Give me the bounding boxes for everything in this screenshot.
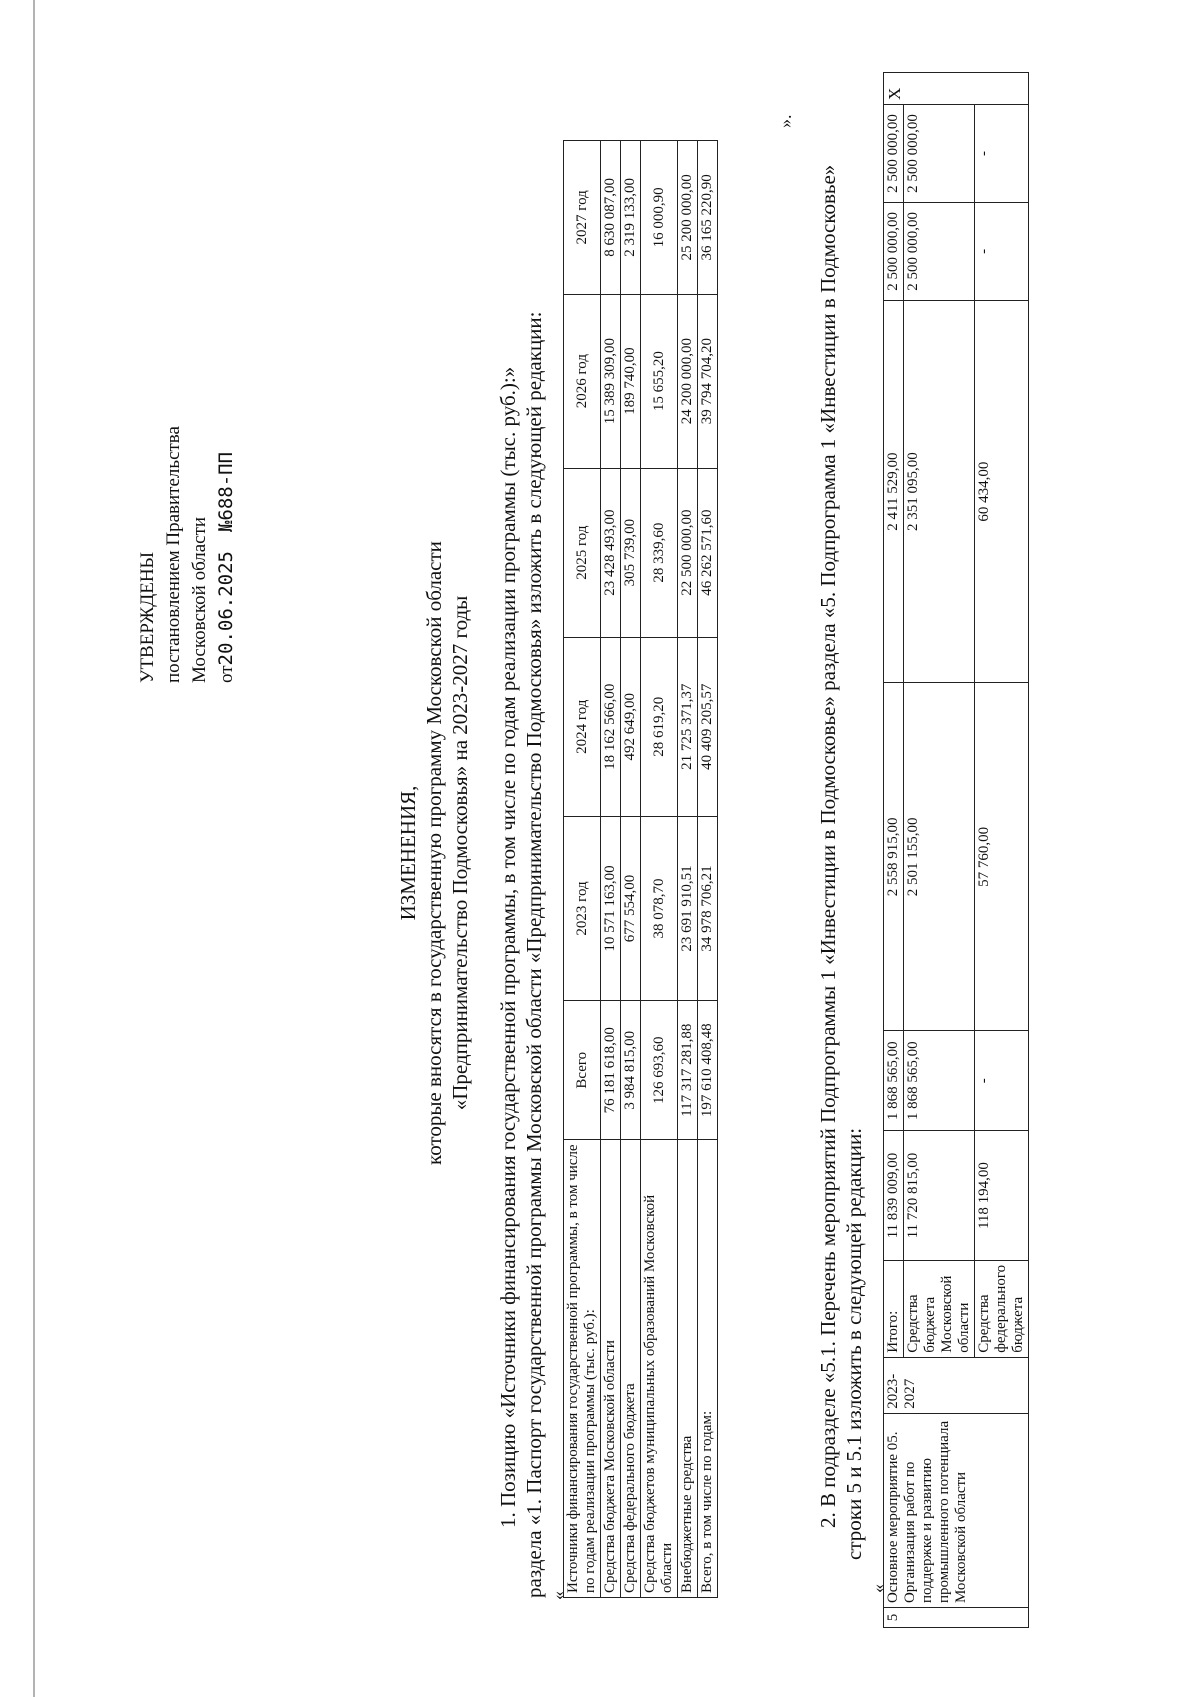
section2-line1: 2. В подразделе «5.1. Перечень мероприятий Подпрограммы 1 «Инвестиции в Подмосковье» раздела «5. Подпрограмма 1 «Инвестиции в Подмосковье» — [816, 164, 840, 1528]
table-cell: 15 655,20 — [641, 294, 678, 468]
section2-text — [815, 98, 867, 1598]
table-cell: 189 740,00 — [621, 294, 641, 468]
table-row — [884, 73, 904, 1628]
date-prefix: от — [216, 665, 237, 683]
activity-period: 2023-2027 — [884, 1357, 1029, 1413]
header-cell: Всего — [564, 1001, 601, 1140]
table-cell: 23 691 910,51 — [678, 816, 698, 1000]
table-cell: 34 978 706,21 — [698, 816, 718, 1000]
table-cell: 15 389 309,00 — [601, 294, 621, 468]
table-cell: 10 571 163,00 — [601, 816, 621, 1000]
table-cell: 1 868 565,00 — [904, 1031, 975, 1131]
table-header-row — [564, 141, 601, 1598]
table-row — [698, 141, 718, 1598]
table-cell: 11 839 009,00 — [884, 1131, 904, 1261]
section2-line2: строки 5 и 5.1 изложить в следующей редакции: — [842, 1127, 866, 1560]
table-cell: 11 720 815,00 — [904, 1131, 975, 1261]
approval-line3: Московской области — [189, 516, 210, 683]
row-label: Средства бюджета Московской области — [601, 1140, 621, 1598]
document-title — [395, 278, 473, 1428]
section2-open-quote: « — [868, 1584, 888, 1593]
title-line1: ИЗМЕНЕНИЯ, — [396, 785, 420, 921]
header-cell: 2027 год — [564, 141, 601, 295]
table-cell: 118 194,00 — [975, 1131, 1029, 1261]
table-cell: 2 411 529,00 — [884, 300, 904, 683]
table-cell: 2 500 000,00 — [884, 105, 904, 203]
table-cell: 2 500 000,00 — [884, 202, 904, 300]
header-cell: 2024 год — [564, 637, 601, 816]
financing-table — [563, 140, 718, 1598]
header-cell: Источники финансирования государственной программы, в том числе по годам реализации программы (тыс. руб.): — [564, 1140, 601, 1598]
table-cell: 2 558 915,00 — [884, 683, 904, 1031]
approval-line2: постановлением Правительства — [163, 426, 184, 683]
approval-line1: УТВЕРЖДЕНЫ — [137, 551, 158, 683]
table-cell: 18 162 566,00 — [601, 637, 621, 816]
approval-number: №688-ПП — [215, 451, 237, 533]
source-name: Средства федерального бюджета — [975, 1260, 1029, 1357]
source-name: Средства бюджета Московской области — [904, 1260, 975, 1357]
section1-open-quote: « — [548, 1591, 568, 1600]
row-label: Всего, в том числе по годам: — [698, 1140, 718, 1598]
table-cell: 2 500 000,00 — [904, 202, 975, 300]
table-cell: 38 078,70 — [641, 816, 678, 1000]
title-line2: которые вносятся в государственную программу Московской области — [422, 541, 446, 1165]
header-cell: 2026 год — [564, 294, 601, 468]
table-cell: 117 317 281,88 — [678, 1001, 698, 1140]
table-cell: 24 200 000,00 — [678, 294, 698, 468]
table-cell: 1 868 565,00 — [884, 1031, 904, 1131]
table-cell: 2 501 155,00 — [904, 683, 975, 1031]
table-cell: 28 339,60 — [641, 468, 678, 637]
table-cell: 3 984 815,00 — [621, 1001, 641, 1140]
table-cell: 492 649,00 — [621, 637, 641, 816]
section1-text — [495, 98, 547, 1598]
table-cell: 197 610 408,48 — [698, 1001, 718, 1140]
table-cell: 57 760,00 — [975, 683, 1029, 1031]
table-row — [641, 141, 678, 1598]
table-cell: 2 319 133,00 — [621, 141, 641, 295]
header-cell: 2025 год — [564, 468, 601, 637]
title-line3: «Предпринимательство Подмосковья» на 2023-2027 годы — [448, 595, 472, 1111]
table-cell: - — [975, 105, 1029, 203]
table-cell: 126 693,60 — [641, 1001, 678, 1140]
section1-line2: раздела «1. Паспорт государственной программы Московской области «Предпринимательство Подмосковья» изложить в следующей редакции: — [522, 311, 546, 1598]
table-cell: - — [975, 202, 1029, 300]
table-cell: - — [975, 1031, 1029, 1131]
table-row — [678, 141, 698, 1598]
table-cell: 677 554,00 — [621, 816, 641, 1000]
rotated-document-page — [40, 58, 1160, 1638]
table-cell: 8 630 087,00 — [601, 141, 621, 295]
section1-line1: 1. Позицию «Источники финансирования государственной программы, в том числе по годам реализации программы (тыс. руб.):» — [496, 366, 520, 1528]
table-cell: 16 000,90 — [641, 141, 678, 295]
table-cell: 2 351 095,00 — [904, 300, 975, 683]
activity-name: Основное мероприятие 05. Организация работ по поддержке и развитию промышленного потенциала Московской области — [884, 1413, 1029, 1607]
table-cell: 39 794 704,20 — [698, 294, 718, 468]
table-cell: 305 739,00 — [621, 468, 641, 637]
approval-date-line — [213, 426, 240, 683]
row-label: Внебюджетные средства — [678, 1140, 698, 1598]
row-label: Средства бюджетов муниципальных образований Московской области — [641, 1140, 678, 1598]
table-row — [601, 141, 621, 1598]
source-name: Итого: — [884, 1260, 904, 1357]
table-cell: 2 500 000,00 — [904, 105, 975, 203]
x-mark-cell: X — [884, 73, 1029, 105]
activities-table — [883, 72, 1029, 1628]
row-label: Средства федерального бюджета — [621, 1140, 641, 1598]
approval-date: 20.06.2025 — [215, 551, 237, 666]
table-cell: 36 165 220,90 — [698, 141, 718, 295]
table-cell: 60 434,00 — [975, 300, 1029, 683]
table-cell: 22 500 000,00 — [678, 468, 698, 637]
table-cell: 23 428 493,00 — [601, 468, 621, 637]
table-cell: 28 619,20 — [641, 637, 678, 816]
table-row — [621, 141, 641, 1598]
table-cell: 40 409 205,57 — [698, 637, 718, 816]
table-cell: 25 200 000,00 — [678, 141, 698, 295]
header-cell: 2023 год — [564, 816, 601, 1000]
approval-block — [135, 426, 240, 683]
table-cell: 76 181 618,00 — [601, 1001, 621, 1140]
section1-close-quote: ». — [775, 114, 795, 128]
table-cell: 21 725 371,37 — [678, 637, 698, 816]
row-number: 5 — [884, 1608, 1029, 1628]
table-cell: 46 262 571,60 — [698, 468, 718, 637]
